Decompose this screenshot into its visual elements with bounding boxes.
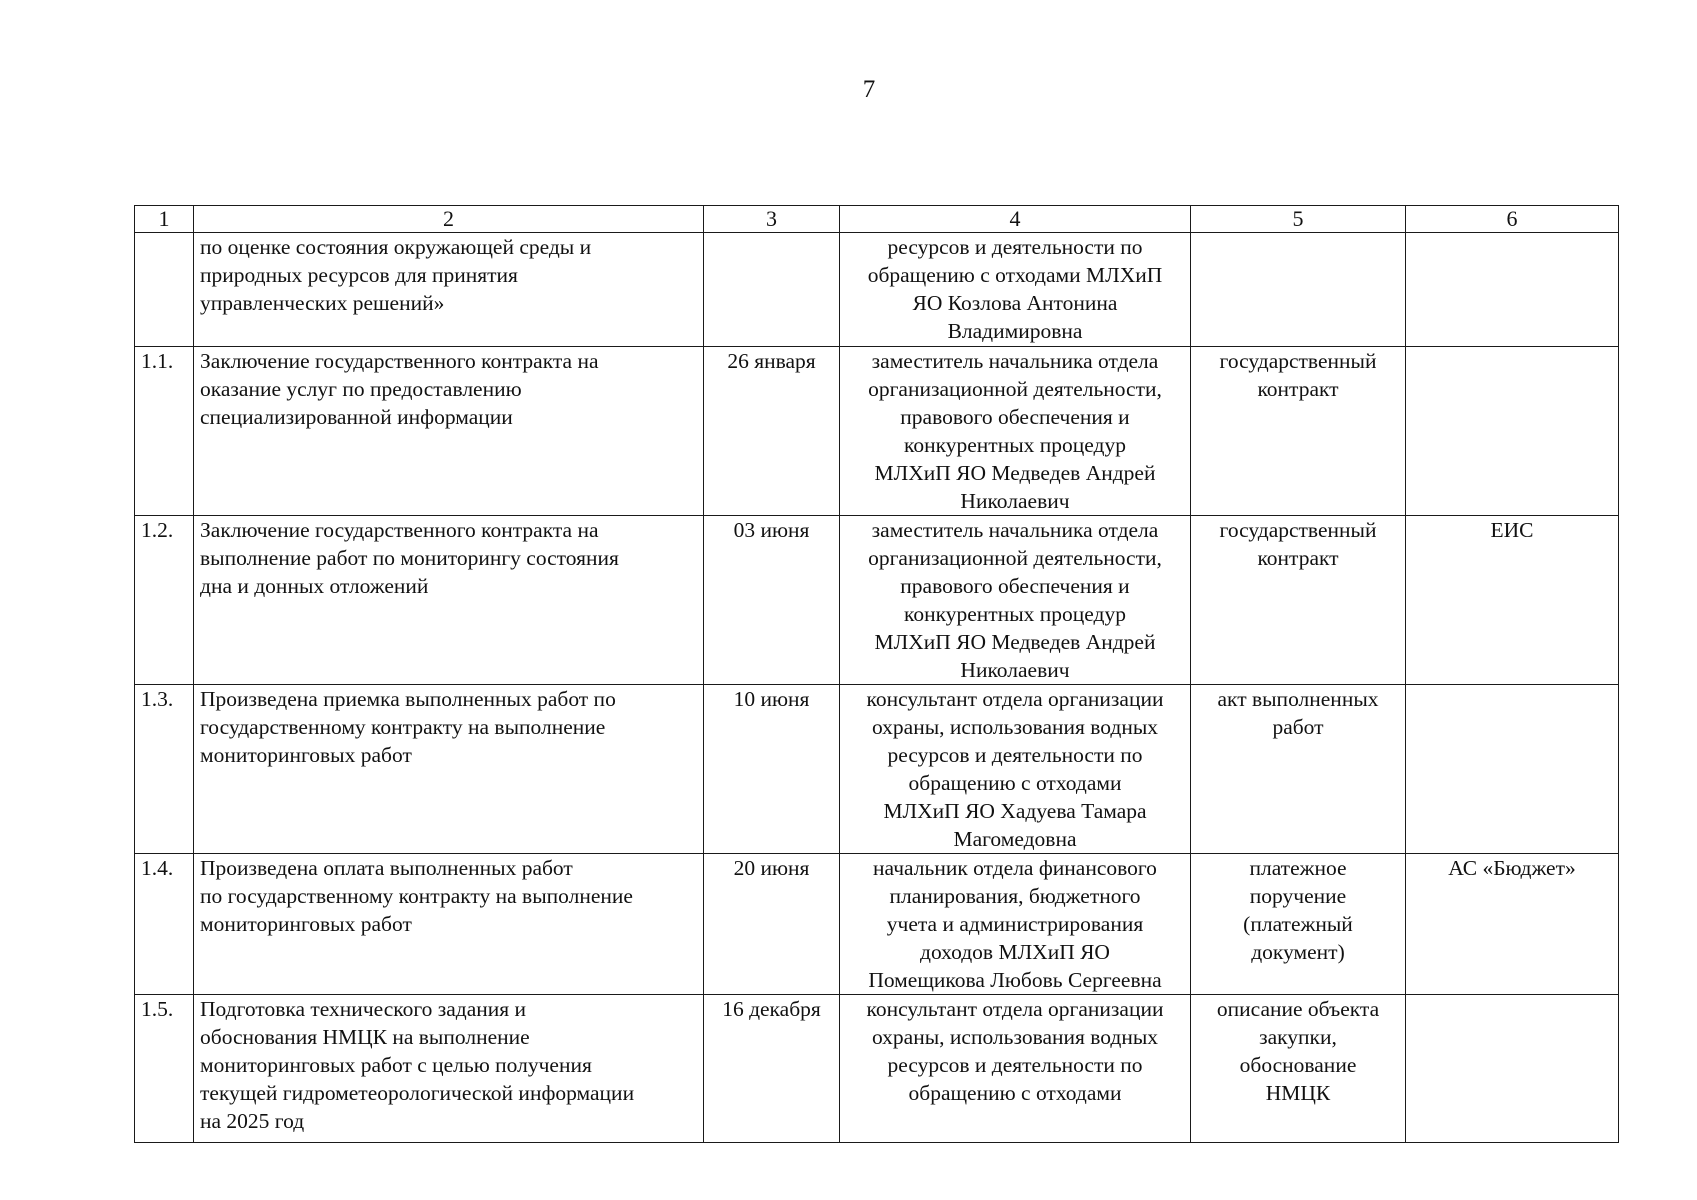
result-document (1191, 516, 1406, 685)
result-document-line: документ) (1251, 940, 1345, 964)
responsible-person-line: МЛХиП ЯО Медведев Андрей (874, 630, 1156, 654)
item-number: 1.3. (135, 685, 194, 854)
table-row (135, 685, 1619, 854)
responsible-person-line: обращению с отходами (908, 771, 1122, 795)
result-document (1191, 685, 1406, 854)
responsible-person-line: консультант отдела организации (866, 687, 1164, 711)
responsible-person (840, 516, 1191, 685)
responsible-person-line: ресурсов и деятельности по (887, 235, 1143, 259)
task-description-line: обоснования НМЦК на выполнение (200, 1025, 530, 1049)
responsible-person-line: заместитель начальника отдела (871, 518, 1159, 542)
item-number: 1.2. (135, 516, 194, 685)
responsible-person-line: консультант отдела организации (866, 997, 1164, 1021)
responsible-person-line: ЯО Козлова Антонина (912, 291, 1118, 315)
responsible-person-line: начальник отдела финансового (873, 856, 1157, 880)
information-system (1406, 233, 1619, 347)
responsible-person-line: МЛХиП ЯО Медведев Андрей (874, 461, 1156, 485)
task-description-line: мониторинговых работ (200, 743, 412, 767)
column-header: 6 (1406, 206, 1619, 233)
responsible-person-line: Николаевич (960, 658, 1070, 682)
task-description-line: Заключение государственного контракта на (200, 518, 599, 542)
responsible-person-line: организационной деятельности, (868, 546, 1162, 570)
table-row (135, 516, 1619, 685)
responsible-person (840, 233, 1191, 347)
result-document-line: обоснование (1239, 1053, 1357, 1077)
responsible-person-line: доходов МЛХиП ЯО (920, 940, 1110, 964)
responsible-person-line: учета и администрирования (886, 912, 1144, 936)
result-document-line: работ (1272, 715, 1324, 739)
responsible-person (840, 854, 1191, 995)
due-date: 03 июня (704, 516, 840, 685)
item-number (135, 233, 194, 347)
responsible-person-line: охраны, использования водных (871, 1025, 1159, 1049)
task-description (194, 685, 704, 854)
task-description (194, 516, 704, 685)
result-document-line: поручение (1249, 884, 1347, 908)
task-description-line: государственному контракту на выполнение (200, 715, 606, 739)
table-row (135, 233, 1619, 347)
column-header: 4 (840, 206, 1191, 233)
responsible-person-line: обращению с отходами (908, 1081, 1122, 1105)
table-row (135, 995, 1619, 1143)
responsible-person-line: правового обеспечения и (900, 574, 1130, 598)
task-description-line: на 2025 год (200, 1109, 305, 1133)
task-description (194, 347, 704, 516)
responsible-person-line: охраны, использования водных (871, 715, 1159, 739)
plan-table (134, 205, 1619, 1143)
responsible-person (840, 995, 1191, 1143)
result-document-line: платежное (1249, 856, 1347, 880)
responsible-person-line: ресурсов и деятельности по (887, 743, 1143, 767)
result-document (1191, 854, 1406, 995)
task-description-line: управленческих решений» (200, 291, 445, 315)
result-document (1191, 995, 1406, 1143)
responsible-person-line: организационной деятельности, (868, 377, 1162, 401)
column-header: 1 (135, 206, 194, 233)
result-document-line: НМЦК (1265, 1081, 1331, 1105)
due-date (704, 233, 840, 347)
information-system (1406, 995, 1619, 1143)
due-date: 16 декабря (704, 995, 840, 1143)
result-document-line: контракт (1257, 546, 1339, 570)
task-description-line: по государственному контракту на выполнение (200, 884, 633, 908)
responsible-person-line: Помещикова Любовь Сергеевна (868, 968, 1162, 992)
responsible-person-line: правового обеспечения и (900, 405, 1130, 429)
task-description-line: по оценке состояния окружающей среды и (200, 235, 592, 259)
task-description-line: Заключение государственного контракта на (200, 349, 599, 373)
column-header: 5 (1191, 206, 1406, 233)
result-document (1191, 347, 1406, 516)
responsible-person (840, 347, 1191, 516)
result-document-line: государственный (1219, 349, 1377, 373)
column-header: 2 (194, 206, 704, 233)
task-description-line: текущей гидрометеорологической информации (200, 1081, 635, 1105)
task-description-line: выполнение работ по мониторингу состояния (200, 546, 619, 570)
task-description-line: Подготовка технического задания и (200, 997, 527, 1021)
information-system (1406, 347, 1619, 516)
result-document (1191, 233, 1406, 347)
result-document-line: описание объекта (1216, 997, 1380, 1021)
task-description-line: оказание услуг по предоставлению (200, 377, 522, 401)
responsible-person-line: конкурентных процедур (904, 602, 1126, 626)
responsible-person-line: Магомедовна (953, 827, 1077, 851)
table-row (135, 347, 1619, 516)
task-description-line: Произведена оплата выполненных работ (200, 856, 573, 880)
responsible-person-line: ресурсов и деятельности по (887, 1053, 1143, 1077)
task-description (194, 995, 704, 1143)
result-document-line: государственный (1219, 518, 1377, 542)
page-number: 7 (862, 76, 876, 103)
result-document-line: акт выполненных (1217, 687, 1379, 711)
task-description (194, 854, 704, 995)
responsible-person-line: МЛХиП ЯО Хадуева Тамара (883, 799, 1147, 823)
information-system: ЕИС (1406, 516, 1619, 685)
responsible-person (840, 685, 1191, 854)
responsible-person-line: Николаевич (960, 489, 1070, 513)
responsible-person-line: обращению с отходами МЛХиП (867, 263, 1163, 287)
result-document-line: (платежный (1243, 912, 1353, 936)
result-document-line: контракт (1257, 377, 1339, 401)
item-number: 1.4. (135, 854, 194, 995)
due-date: 26 января (704, 347, 840, 516)
task-description-line: дна и донных отложений (200, 574, 429, 598)
result-document-line: закупки, (1259, 1025, 1337, 1049)
column-header: 3 (704, 206, 840, 233)
information-system (1406, 685, 1619, 854)
responsible-person-line: заместитель начальника отдела (871, 349, 1159, 373)
task-description-line: Произведена приемка выполненных работ по (200, 687, 616, 711)
task-description-line: мониторинговых работ (200, 912, 412, 936)
due-date: 20 июня (704, 854, 840, 995)
due-date: 10 июня (704, 685, 840, 854)
item-number: 1.1. (135, 347, 194, 516)
task-description-line: специализированной информации (200, 405, 513, 429)
responsible-person-line: Владимировна (947, 319, 1083, 343)
responsible-person-line: планирования, бюджетного (889, 884, 1141, 908)
table-row (135, 854, 1619, 995)
task-description-line: природных ресурсов для принятия (200, 263, 518, 287)
information-system: АС «Бюджет» (1406, 854, 1619, 995)
task-description-line: мониторинговых работ с целью получения (200, 1053, 592, 1077)
table-header-row (135, 206, 1619, 233)
task-description (194, 233, 704, 347)
responsible-person-line: конкурентных процедур (904, 433, 1126, 457)
item-number: 1.5. (135, 995, 194, 1143)
